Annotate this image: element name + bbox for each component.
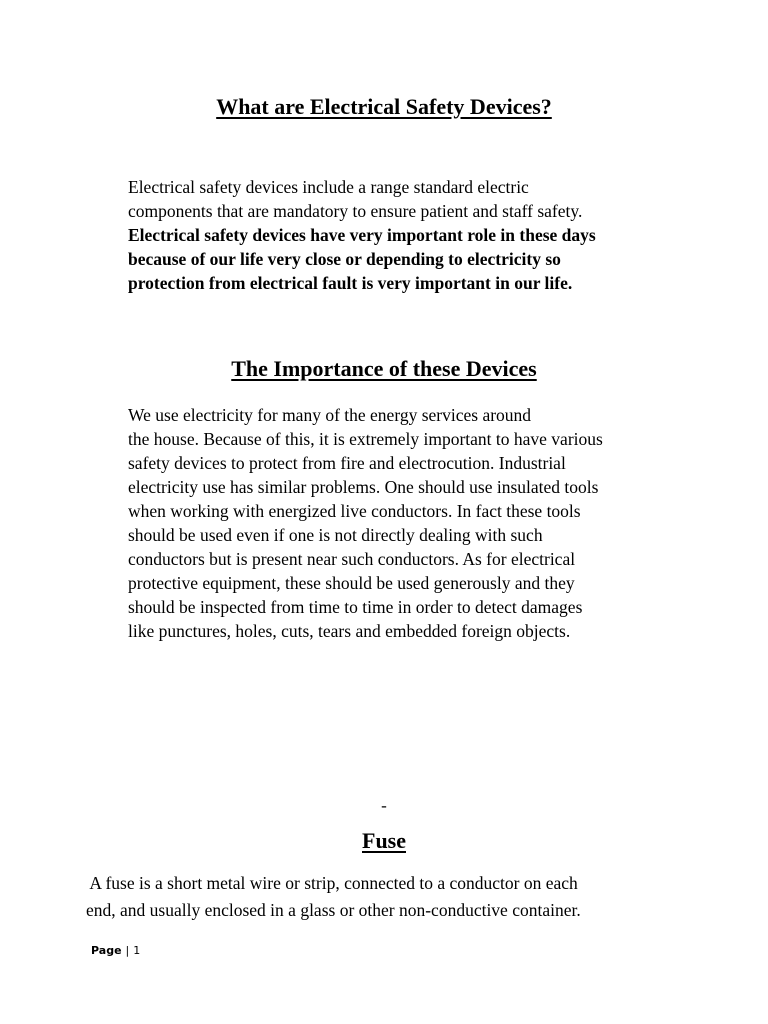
importance-line: We use electricity for many of the energy services around <box>128 405 532 425</box>
importance-line: the house. Because of this, it is extremely important to have various <box>128 429 603 449</box>
intro-paragraph <box>128 175 596 295</box>
importance-title: The Importance of these Devices <box>231 356 537 381</box>
fuse-title: Fuse <box>362 828 406 853</box>
importance-line: like punctures, holes, cuts, tears and embedded foreign objects. <box>128 621 571 641</box>
importance-line: protective equipment, these should be used generously and they <box>128 573 575 593</box>
importance-line: should be inspected from time to time in order to detect damages <box>128 597 583 617</box>
intro-bold-line: protection from electrical fault is very important in our life. <box>128 273 573 293</box>
intro-line: Electrical safety devices include a range standard electric <box>128 177 529 197</box>
intro-bold-line: because of our life very close or depending to electricity so <box>128 249 561 269</box>
intro-line: components that are mandatory to ensure patient and staff safety. <box>128 201 583 221</box>
importance-line: should be used even if one is not directly dealing with such <box>128 525 543 545</box>
importance-line: electricity use has similar problems. One should use insulated tools <box>128 477 599 497</box>
page-number: 1 <box>133 944 141 957</box>
main-title: What are Electrical Safety Devices? <box>216 94 552 119</box>
fuse-line: end, and usually enclosed in a glass or other non-conductive container. <box>86 900 581 920</box>
page-label: Page <box>91 944 122 957</box>
separator-dash: - <box>381 796 387 815</box>
intro-bold-line: Electrical safety devices have very important role in these days <box>128 225 596 245</box>
page-footer <box>91 944 140 957</box>
fuse-paragraph <box>86 870 581 924</box>
importance-paragraph <box>128 403 603 643</box>
page-separator: | <box>125 944 130 957</box>
importance-line: when working with energized live conductors. In fact these tools <box>128 501 581 521</box>
importance-line: conductors but is present near such conductors. As for electrical <box>128 549 576 569</box>
fuse-line: A fuse is a short metal wire or strip, connected to a conductor on each <box>86 873 578 893</box>
importance-line: safety devices to protect from fire and electrocution. Industrial <box>128 453 566 473</box>
